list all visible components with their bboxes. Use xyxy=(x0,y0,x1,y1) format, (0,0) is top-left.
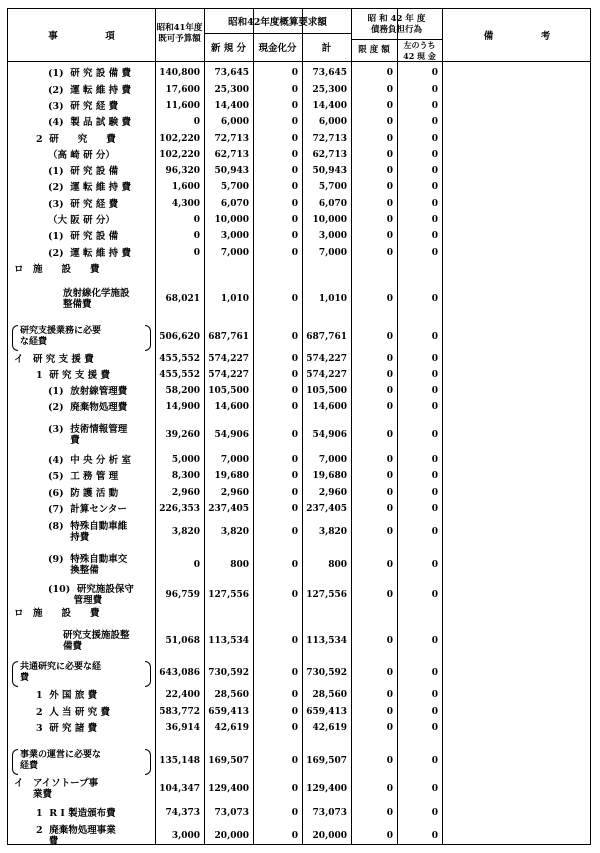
cell-within: 0 xyxy=(431,248,438,258)
cell-within: 0 xyxy=(431,231,438,241)
cell-within: 0 xyxy=(431,199,438,209)
cell-limit: 0 xyxy=(386,636,393,646)
cell-within: 0 xyxy=(431,690,438,700)
cell-cash: 0 xyxy=(291,354,298,364)
cell-total: 42,619 xyxy=(312,723,347,733)
cell-total: 1,010 xyxy=(318,294,347,304)
cell-cash: 0 xyxy=(291,527,298,537)
cell-new: 62,713 xyxy=(214,150,249,160)
cell-cash: 0 xyxy=(291,150,298,160)
header-item: 事 項 xyxy=(48,31,115,42)
cell-limit: 0 xyxy=(386,402,393,412)
cell-cash: 0 xyxy=(291,332,298,342)
cell-limit: 0 xyxy=(386,215,393,225)
cell-limit: 0 xyxy=(386,294,393,304)
cell-within: 0 xyxy=(431,354,438,364)
cell-new: 25,300 xyxy=(214,85,249,95)
header-limit: 限 度 額 xyxy=(358,45,390,55)
cell-prev: 96,320 xyxy=(165,166,200,176)
cell-limit: 0 xyxy=(386,756,393,766)
cell-cash: 0 xyxy=(291,808,298,818)
cell-cash: 0 xyxy=(291,134,298,144)
cell-total: 50,943 xyxy=(312,166,347,176)
cell-within: 0 xyxy=(431,430,438,440)
cell-prev: 0 xyxy=(193,215,200,225)
cell-prev: 74,373 xyxy=(165,808,200,818)
cell-new: 2,960 xyxy=(220,488,249,498)
cell-limit: 0 xyxy=(386,831,393,841)
cell-limit: 0 xyxy=(386,707,393,717)
cell-prev: 51,068 xyxy=(165,636,200,646)
cell-limit: 0 xyxy=(386,182,393,192)
cell-new: 50,943 xyxy=(214,166,249,176)
cell-prev: 5,000 xyxy=(171,455,200,465)
cell-limit: 0 xyxy=(386,690,393,700)
cell-limit: 0 xyxy=(386,430,393,440)
cell-total: 169,507 xyxy=(306,756,347,766)
cell-within: 0 xyxy=(431,527,438,537)
cell-within: 0 xyxy=(431,560,438,570)
cell-cash: 0 xyxy=(291,430,298,440)
cell-limit: 0 xyxy=(386,199,393,209)
cell-cash: 0 xyxy=(291,504,298,514)
cell-new: 730,592 xyxy=(208,668,249,678)
row-label: (3) 研 究 経 費 xyxy=(48,100,119,112)
cell-cash: 0 xyxy=(291,831,298,841)
row-label: イ アイソトープ事 業費 xyxy=(14,778,99,800)
cell-cash: 0 xyxy=(291,85,298,95)
row-label: (2) 運 転 維 持 費 xyxy=(48,181,131,193)
row-label: イ 研 究 支 援 費 xyxy=(14,353,94,365)
row-label: 3 研 究 諸 費 xyxy=(36,722,98,734)
cell-total: 6,070 xyxy=(318,199,347,209)
cell-limit: 0 xyxy=(386,117,393,127)
row-label: 1 R I 製造頒布費 xyxy=(36,807,116,819)
cell-cash: 0 xyxy=(291,690,298,700)
cell-prev: 17,600 xyxy=(165,85,200,95)
cell-cash: 0 xyxy=(291,488,298,498)
cell-prev: 643,086 xyxy=(159,668,200,678)
row-label: (3) 技術情報管理 費 xyxy=(48,424,128,446)
cell-cash: 0 xyxy=(291,117,298,127)
header-request: 昭和42年度概算要求額 xyxy=(228,17,327,28)
cell-new: 687,761 xyxy=(208,332,249,342)
cell-prev: 58,200 xyxy=(165,386,200,396)
row-label: (2) 運 転 維 持 費 xyxy=(48,247,131,259)
cell-total: 237,405 xyxy=(306,504,347,514)
cell-within: 0 xyxy=(431,150,438,160)
cell-new: 28,560 xyxy=(214,690,249,700)
cell-new: 105,500 xyxy=(208,386,249,396)
cell-limit: 0 xyxy=(386,231,393,241)
cell-cash: 0 xyxy=(291,215,298,225)
cell-prev: 135,148 xyxy=(159,756,200,766)
bracket-right xyxy=(145,325,151,351)
header-prev-budget: 昭和41年度 既可予算額 xyxy=(156,23,203,44)
bracket-left xyxy=(12,325,18,351)
cell-cash: 0 xyxy=(291,471,298,481)
row-label: 2 廃棄物処理事業 費 xyxy=(36,825,116,847)
cell-new: 574,227 xyxy=(208,370,249,380)
cell-within: 0 xyxy=(431,784,438,794)
cell-total: 25,300 xyxy=(312,85,347,95)
cell-cash: 0 xyxy=(291,166,298,176)
cell-cash: 0 xyxy=(291,386,298,396)
cell-total: 3,820 xyxy=(318,527,347,537)
cell-prev: 455,552 xyxy=(159,354,200,364)
cell-new: 3,820 xyxy=(220,527,249,537)
cell-prev: 22,400 xyxy=(165,690,200,700)
cell-total: 2,960 xyxy=(318,488,347,498)
row-label: (3) 研 究 経 費 xyxy=(48,198,119,210)
cell-prev: 68,021 xyxy=(165,294,200,304)
header-debt: 昭 和 42 年 度 債務負担行為 xyxy=(367,14,426,35)
cell-total: 73,073 xyxy=(312,808,347,818)
cell-new: 800 xyxy=(230,560,249,570)
cell-cash: 0 xyxy=(291,101,298,111)
cell-prev: 39,260 xyxy=(165,430,200,440)
cell-total: 3,000 xyxy=(318,231,347,241)
cell-within: 0 xyxy=(431,831,438,841)
row-label: （高 崎 研 分） xyxy=(48,149,115,161)
cell-prev: 102,220 xyxy=(159,150,200,160)
cell-new: 169,507 xyxy=(208,756,249,766)
cell-total: 19,680 xyxy=(312,471,347,481)
cell-within: 0 xyxy=(431,68,438,78)
cell-prev: 3,820 xyxy=(171,527,200,537)
row-label: 2 人 当 研 究 費 xyxy=(36,706,110,718)
cell-limit: 0 xyxy=(386,386,393,396)
cell-cash: 0 xyxy=(291,560,298,570)
bracket-right xyxy=(145,661,151,687)
header-within: 左のうち 42 現 金 xyxy=(403,40,436,61)
cell-within: 0 xyxy=(431,294,438,304)
cell-prev: 0 xyxy=(193,117,200,127)
cell-limit: 0 xyxy=(386,560,393,570)
cell-new: 6,070 xyxy=(220,199,249,209)
cell-prev: 102,220 xyxy=(159,134,200,144)
cell-limit: 0 xyxy=(386,85,393,95)
cell-cash: 0 xyxy=(291,294,298,304)
cell-prev: 0 xyxy=(193,231,200,241)
cell-new: 14,600 xyxy=(214,402,249,412)
row-label: (2) 運 転 維 持 費 xyxy=(48,84,131,96)
cell-total: 574,227 xyxy=(306,370,347,380)
cell-prev: 583,772 xyxy=(159,707,200,717)
cell-new: 659,413 xyxy=(208,707,249,717)
row-label: (1) 研 究 設 備 費 xyxy=(48,67,131,79)
cell-total: 20,000 xyxy=(312,831,347,841)
cell-cash: 0 xyxy=(291,370,298,380)
cell-new: 3,000 xyxy=(220,231,249,241)
cell-within: 0 xyxy=(431,668,438,678)
cell-new: 7,000 xyxy=(220,248,249,258)
cell-limit: 0 xyxy=(386,150,393,160)
cell-total: 574,227 xyxy=(306,354,347,364)
cell-prev: 36,914 xyxy=(165,723,200,733)
bracket-right xyxy=(145,749,151,775)
cell-total: 113,534 xyxy=(306,636,347,646)
cell-limit: 0 xyxy=(386,488,393,498)
header-cash: 現金化分 xyxy=(258,43,297,54)
cell-within: 0 xyxy=(431,134,438,144)
cell-within: 0 xyxy=(431,504,438,514)
row-label: (4) 製 品 試 験 費 xyxy=(48,116,131,128)
cell-within: 0 xyxy=(431,636,438,646)
cell-prev: 1,600 xyxy=(171,182,200,192)
row-label: ロ 施 設 費 xyxy=(14,263,100,275)
bracket-left xyxy=(12,749,18,775)
cell-new: 73,645 xyxy=(214,68,249,78)
row-label: 1 外 国 旅 費 xyxy=(36,689,98,701)
cell-cash: 0 xyxy=(291,723,298,733)
cell-total: 659,413 xyxy=(306,707,347,717)
cell-cash: 0 xyxy=(291,455,298,465)
cell-cash: 0 xyxy=(291,248,298,258)
cell-new: 20,000 xyxy=(214,831,249,841)
cell-total: 62,713 xyxy=(312,150,347,160)
row-label: ロ 施 設 費 xyxy=(14,607,100,619)
cell-within: 0 xyxy=(431,707,438,717)
cell-limit: 0 xyxy=(386,504,393,514)
cell-total: 7,000 xyxy=(318,248,347,258)
cell-prev: 140,800 xyxy=(159,68,200,78)
cell-limit: 0 xyxy=(386,723,393,733)
cell-total: 54,906 xyxy=(312,430,347,440)
cell-cash: 0 xyxy=(291,590,298,600)
cell-cash: 0 xyxy=(291,182,298,192)
cell-total: 5,700 xyxy=(318,182,347,192)
cell-prev: 96,759 xyxy=(165,590,200,600)
cell-prev: 506,620 xyxy=(159,332,200,342)
cell-prev: 11,600 xyxy=(165,101,200,111)
col-line xyxy=(442,9,443,844)
cell-cash: 0 xyxy=(291,68,298,78)
cell-new: 42,619 xyxy=(214,723,249,733)
cell-new: 54,906 xyxy=(214,430,249,440)
cell-cash: 0 xyxy=(291,231,298,241)
cell-within: 0 xyxy=(431,370,438,380)
cell-new: 10,000 xyxy=(214,215,249,225)
header-note: 備 考 xyxy=(483,31,551,42)
cell-new: 129,400 xyxy=(208,784,249,794)
cell-cash: 0 xyxy=(291,756,298,766)
cell-total: 105,500 xyxy=(306,386,347,396)
cell-within: 0 xyxy=(431,85,438,95)
cell-limit: 0 xyxy=(386,471,393,481)
cell-prev: 4,300 xyxy=(171,199,200,209)
cell-limit: 0 xyxy=(386,68,393,78)
row-label: 事業の運営に必要な 経費 xyxy=(20,750,102,771)
bracket-left xyxy=(12,661,18,687)
cell-within: 0 xyxy=(431,756,438,766)
row-label: (8) 特殊自動車維 持費 xyxy=(48,521,128,543)
cell-within: 0 xyxy=(431,117,438,127)
cell-new: 1,010 xyxy=(220,294,249,304)
cell-total: 28,560 xyxy=(312,690,347,700)
row-label: 共通研究に必要な経 費 xyxy=(20,662,102,683)
row-label: 1 研 究 支 援 費 xyxy=(36,369,110,381)
cell-new: 113,534 xyxy=(208,636,249,646)
cell-cash: 0 xyxy=(291,668,298,678)
cell-cash: 0 xyxy=(291,784,298,794)
header-bottom-line xyxy=(8,61,590,62)
cell-new: 5,700 xyxy=(220,182,249,192)
cell-prev: 2,960 xyxy=(171,488,200,498)
header-subline xyxy=(204,33,351,34)
cell-limit: 0 xyxy=(386,527,393,537)
cell-total: 6,000 xyxy=(318,117,347,127)
cell-within: 0 xyxy=(431,332,438,342)
header-total: 計 xyxy=(321,43,332,54)
cell-prev: 226,353 xyxy=(159,504,200,514)
cell-limit: 0 xyxy=(386,590,393,600)
cell-total: 129,400 xyxy=(306,784,347,794)
row-label: (4) 中 央 分 析 室 xyxy=(48,454,131,466)
row-label: 2 研 究 費 xyxy=(36,133,116,145)
cell-new: 574,227 xyxy=(208,354,249,364)
cell-limit: 0 xyxy=(386,332,393,342)
row-label: (1) 研 究 設 備 xyxy=(48,230,119,242)
cell-cash: 0 xyxy=(291,199,298,209)
cell-total: 127,556 xyxy=(306,590,347,600)
cell-total: 730,592 xyxy=(306,668,347,678)
cell-prev: 0 xyxy=(193,248,200,258)
cell-within: 0 xyxy=(431,386,438,396)
cell-within: 0 xyxy=(431,808,438,818)
cell-total: 800 xyxy=(328,560,347,570)
cell-new: 14,400 xyxy=(214,101,249,111)
cell-total: 687,761 xyxy=(306,332,347,342)
cell-cash: 0 xyxy=(291,707,298,717)
cell-prev: 0 xyxy=(193,560,200,570)
cell-within: 0 xyxy=(431,215,438,225)
cell-new: 237,405 xyxy=(208,504,249,514)
row-label: (2) 廃棄物処理費 xyxy=(48,401,128,413)
cell-total: 14,600 xyxy=(312,402,347,412)
cell-limit: 0 xyxy=(386,784,393,794)
cell-total: 10,000 xyxy=(312,215,347,225)
row-label: (1) 研 究 設 備 xyxy=(48,165,119,177)
row-label: (10) 研究施設保守 管理費 xyxy=(48,584,134,606)
cell-new: 6,000 xyxy=(220,117,249,127)
cell-total: 14,400 xyxy=(312,101,347,111)
cell-total: 73,645 xyxy=(312,68,347,78)
cell-limit: 0 xyxy=(386,808,393,818)
cell-new: 72,713 xyxy=(214,134,249,144)
cell-limit: 0 xyxy=(386,455,393,465)
cell-cash: 0 xyxy=(291,636,298,646)
cell-new: 19,680 xyxy=(214,471,249,481)
cell-within: 0 xyxy=(431,471,438,481)
cell-prev: 104,347 xyxy=(159,784,200,794)
cell-within: 0 xyxy=(431,723,438,733)
row-label: (9) 特殊自動車交 換整備 xyxy=(48,554,128,576)
cell-limit: 0 xyxy=(386,166,393,176)
row-label: (1) 放射線管理費 xyxy=(48,385,128,397)
cell-total: 7,000 xyxy=(318,455,347,465)
cell-prev: 3,000 xyxy=(171,831,200,841)
budget-table xyxy=(7,8,591,845)
row-label: 放射線化学施設 整備費 xyxy=(63,288,130,310)
cell-within: 0 xyxy=(431,455,438,465)
cell-prev: 14,900 xyxy=(165,402,200,412)
header-new: 新 規 分 xyxy=(210,43,247,54)
cell-prev: 455,552 xyxy=(159,370,200,380)
cell-new: 73,073 xyxy=(214,808,249,818)
cell-new: 7,000 xyxy=(220,455,249,465)
cell-limit: 0 xyxy=(386,248,393,258)
cell-total: 72,713 xyxy=(312,134,347,144)
cell-limit: 0 xyxy=(386,134,393,144)
cell-cash: 0 xyxy=(291,402,298,412)
cell-within: 0 xyxy=(431,590,438,600)
cell-limit: 0 xyxy=(386,354,393,364)
row-label: 研究支援業務に必要 な経費 xyxy=(20,326,102,347)
cell-limit: 0 xyxy=(386,370,393,380)
cell-within: 0 xyxy=(431,402,438,412)
cell-new: 127,556 xyxy=(208,590,249,600)
row-label: (5) 工 務 管 理 xyxy=(48,470,119,482)
cell-limit: 0 xyxy=(386,101,393,111)
cell-prev: 8,300 xyxy=(171,471,200,481)
cell-within: 0 xyxy=(431,488,438,498)
cell-limit: 0 xyxy=(386,668,393,678)
cell-within: 0 xyxy=(431,182,438,192)
row-label: (7) 計算センター xyxy=(48,503,127,515)
row-label: （大 阪 研 分） xyxy=(48,214,115,226)
row-label: (6) 防 護 活 動 xyxy=(48,487,119,499)
row-label: 研究支援施設整 備費 xyxy=(63,630,130,652)
cell-within: 0 xyxy=(431,101,438,111)
cell-within: 0 xyxy=(431,166,438,176)
